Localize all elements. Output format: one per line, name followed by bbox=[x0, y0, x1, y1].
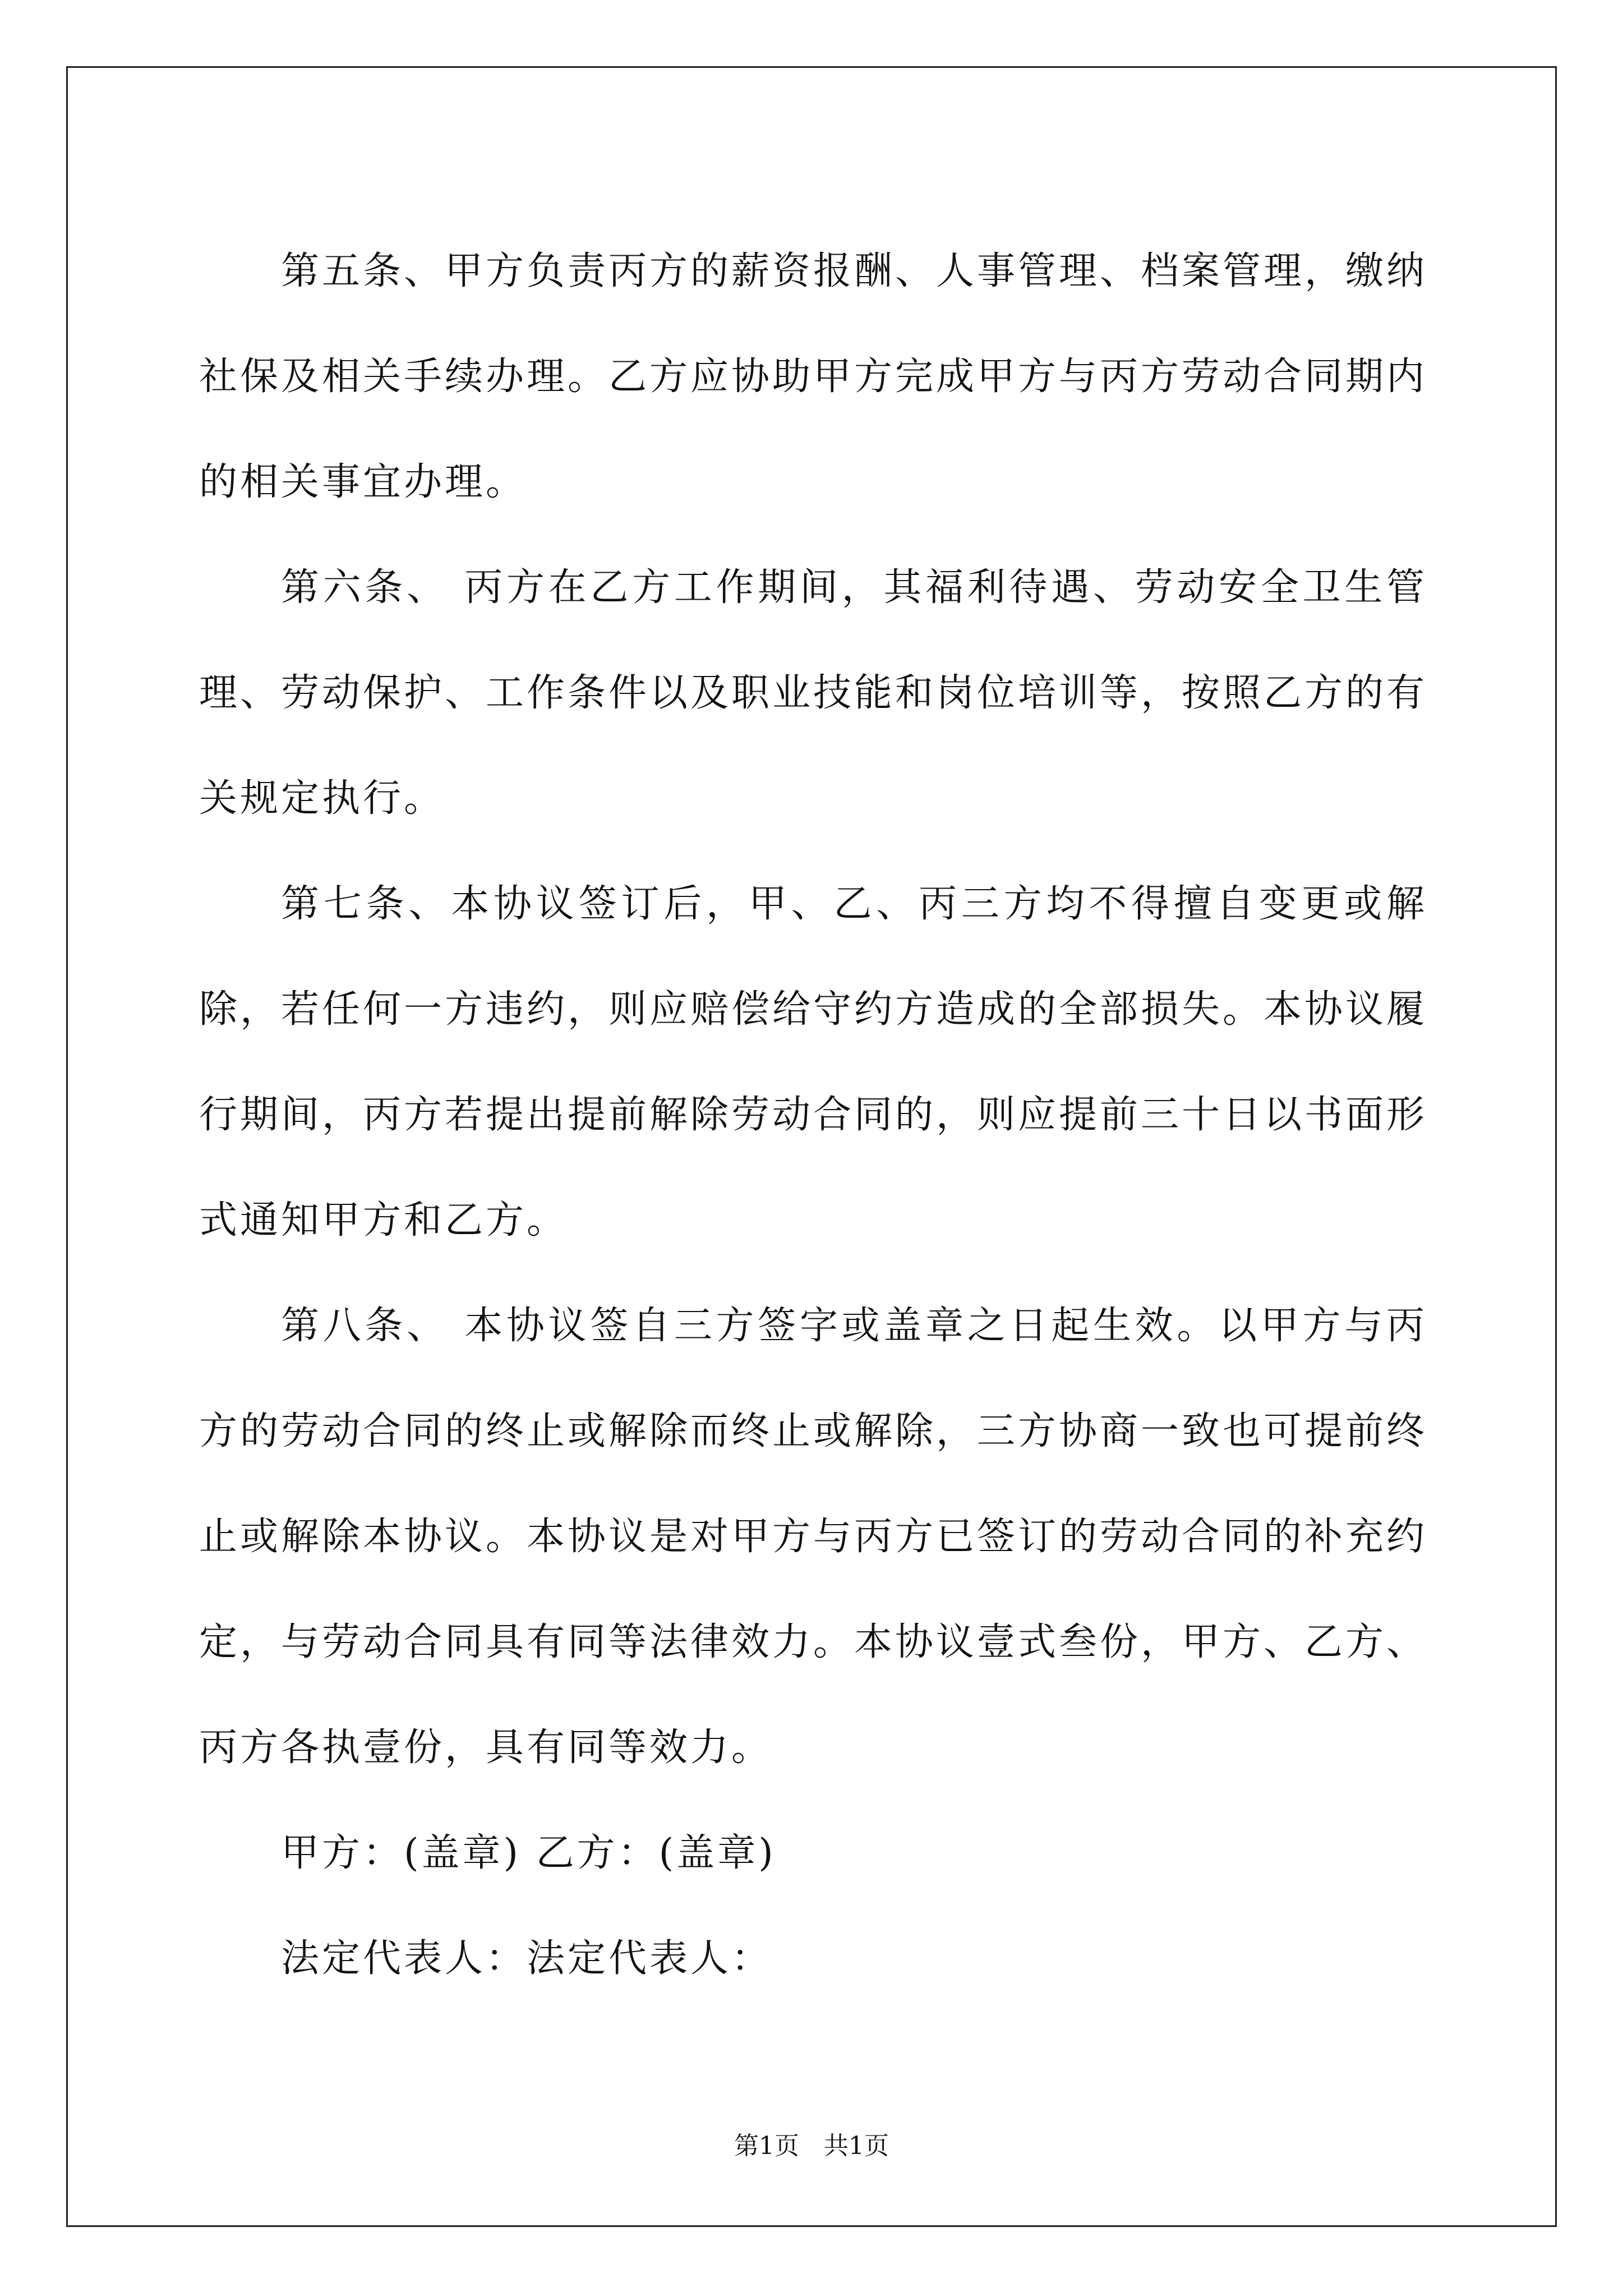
document-body bbox=[199, 219, 1427, 2012]
clause-8-paragraph: 第八条、 本协议签自三方签字或盖章之日起生效。以甲方与丙方的劳动合同的终止或解除而终止或解除，三方协商一致也可提前终止或解除本协议。本协议是对甲方与丙方已签订的劳动合同的补充约定，与劳动合同具有同等法律效力。本协议壹式叁份，甲方、乙方、丙方各执壹份，具有同等效力。 bbox=[199, 1304, 1428, 1770]
legal-representative-line: 法定代表人：法定代表人： bbox=[281, 1936, 773, 1981]
signature-seal-line: 甲方：(盖章) 乙方：(盖章) bbox=[281, 1831, 776, 1875]
page-number-footer: 第1页 共1页 bbox=[734, 2132, 889, 2160]
clause-5-paragraph: 第五条、甲方负责丙方的薪资报酬、人事管理、档案管理，缴纳社保及相关手续办理。乙方应协助甲方完成甲方与丙方劳动合同期内的相关事宜办理。 bbox=[199, 249, 1428, 504]
clause-6-paragraph: 第六条、 丙方在乙方工作期间，其福利待遇、劳动安全卫生管理、劳动保护、工作条件以及职业技能和岗位培训等，按照乙方的有关规定执行。 bbox=[199, 565, 1428, 821]
clause-7-paragraph: 第七条、本协议签订后，甲、乙、丙三方均不得擅自变更或解除，若任何一方违约，则应赔偿给守约方造成的全部损失。本协议履行期间，丙方若提出提前解除劳动合同的，则应提前三十日以书面形式通知甲方和乙方。 bbox=[199, 882, 1428, 1243]
